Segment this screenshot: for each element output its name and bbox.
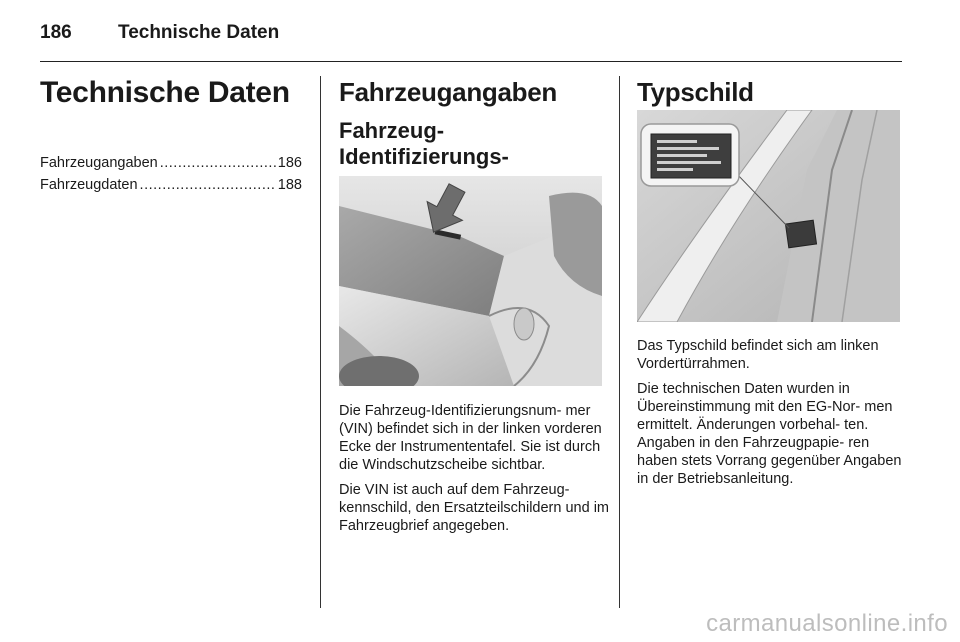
door-frame-illustration [637,110,900,322]
paragraph: Die technischen Daten wurden in Übereinstimmung mit den EG-Nor- men ermittelt. Änderungen vorbehal- ten. Angaben in den Fahrzeugpapie- ren haben stets Vorrang gegenüber Angaben in der Betriebsanleitung. [637,381,902,487]
toc-leader-dots [140,174,276,196]
paragraph: Die VIN ist auch auf dem Fahrzeug- kennschild, den Ersatzteilschildern und im Fahrzeugbrief angegeben. [339,482,609,534]
type-plate-illustration [637,110,900,322]
typschild-title: Typschild [637,77,754,107]
car-windshield-illustration [339,176,602,386]
toc-entry-page: 186 [277,155,302,171]
typschild-column [637,76,903,108]
vin-location-illustration [339,176,602,386]
chapter-title: Technische Daten [40,76,290,109]
column-divider [320,76,321,608]
column-divider [619,76,620,608]
paragraph: Das Typschild befindet sich am linken Vordertürrahmen. [637,338,879,372]
paragraph: Die Fahrzeug-Identifizierungsnum- mer (VIN) befindet sich in der linken vorderen Ecke der Instrumententafel. Sie ist durch die Windschutzscheibe sichtbar. [339,403,602,473]
typschild-description [637,337,907,495]
vin-subtitle-line: Fahrzeug-Identifizierungs- [339,118,509,169]
toc-entry-label: Fahrzeugangaben [40,155,158,171]
toc-entry-page: 188 [277,177,302,193]
header-title: Technische Daten [118,22,280,43]
running-header [40,18,902,62]
table-of-contents [40,152,302,196]
vin-description [339,402,609,542]
toc-leader-dots [160,152,276,174]
toc-entry-fahrzeugdaten[interactable] [40,174,302,196]
toc-entry-label: Fahrzeugdaten [40,177,138,193]
page-number: 186 [40,22,72,43]
toc-entry-fahrzeugangaben[interactable] [40,152,302,174]
watermark: carmanualsonline.info [706,610,948,637]
chapter-column [40,76,302,196]
section-title: Fahrzeugangaben [339,77,557,107]
